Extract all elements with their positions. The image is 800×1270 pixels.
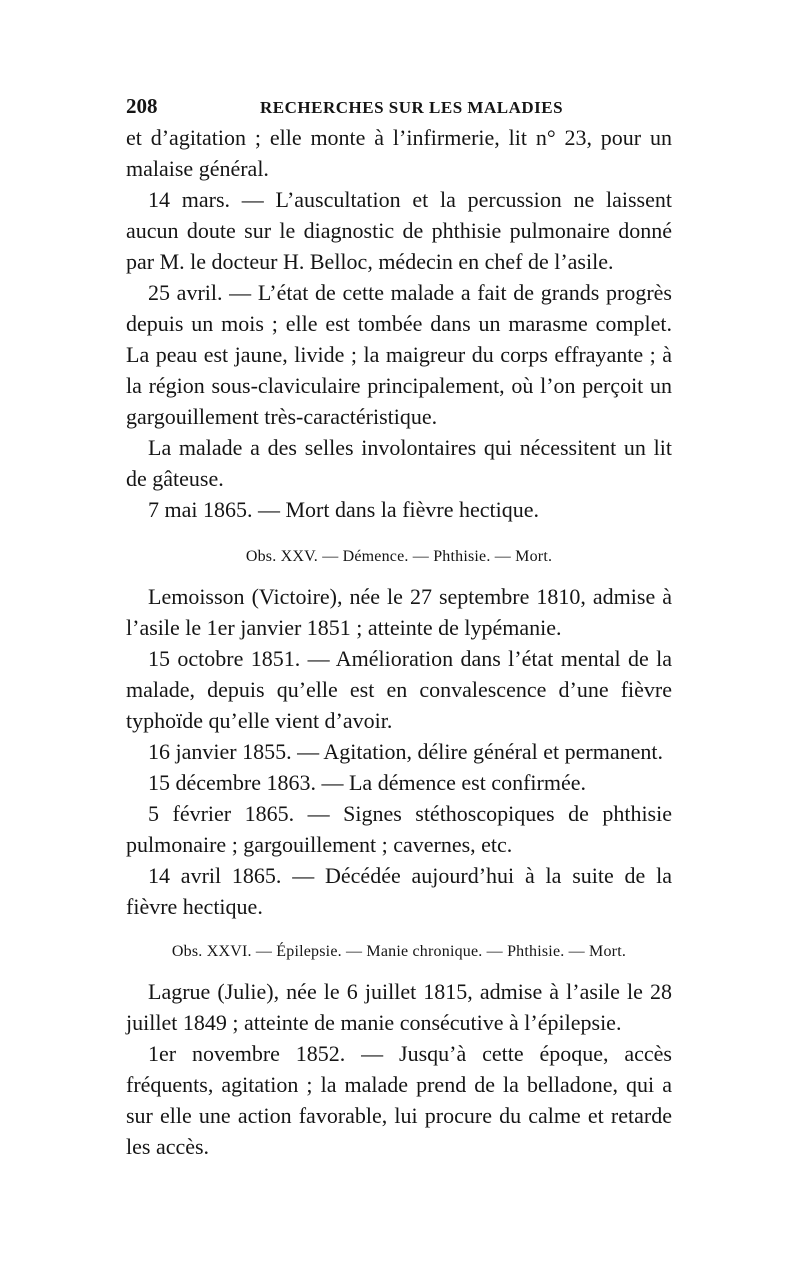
paragraph-14-mars: 14 mars. — L’auscultation et la percussion ne laissent aucun doute sur le diagnostic de phthisie pulmonaire donné par M. le docteur H. Belloc, médecin en chef de l’asile. (126, 187, 672, 274)
running-title: RECHERCHES SUR LES MALADIES (260, 98, 564, 117)
paragraph-continuation: et d’agitation ; elle monte à l’infirmerie, lit n° 23, pour un malaise général. (126, 125, 672, 181)
paragraph-15-octobre: 15 octobre 1851. — Amélioration dans l’état mental de la malade, depuis qu’elle est en convalescence d’une fièvre typhoïde qu’elle vient d’avoir. (126, 646, 672, 733)
paragraph-15-decembre: 15 décembre 1863. — La démence est confirmée. (148, 770, 586, 795)
paragraph-7-mai: 7 mai 1865. — Mort dans la fièvre hectique. (148, 497, 540, 522)
page-number: 208 (126, 94, 158, 118)
paragraph-14-avril: 14 avril 1865. — Décédée aujourd’hui à la suite de la fièvre hectique. (126, 863, 672, 919)
paragraph-25-avril: 25 avril. — L’état de cette malade a fait de grands progrès depuis un mois ; elle est tombée dans un marasme complet. La peau est jaune, livide ; la maigreur du corps effrayante ; à la région sous-claviculaire principalement, où l’on perçoit un gargouillement très-caractéristique. (126, 280, 672, 429)
paragraph-1er-novembre: 1er novembre 1852. — Jusqu’à cette époque, accès fréquents, agitation ; la malade prend de la belladone, qui a sur elle une action favorable, lui procure du calme et retarde les accès. (126, 1041, 672, 1159)
observation-heading-xxvi: Obs. XXVI. — Épilepsie. — Manie chronique. — Phthisie. — Mort. (171, 943, 627, 960)
book-page (126, 88, 672, 1162)
paragraph-5-fevrier: 5 février 1865. — Signes stéthoscopiques de phthisie pulmonaire ; gargouillement ; cavernes, etc. (126, 801, 672, 857)
observation-heading-xxv: Obs. XXV. — Démence. — Phthisie. — Mort. (245, 548, 553, 565)
paragraph-16-janvier: 16 janvier 1855. — Agitation, délire général et permanent. (148, 739, 664, 764)
paragraph-lagrue: Lagrue (Julie), née le 6 juillet 1815, admise à l’asile le 28 juillet 1849 ; atteinte de manie consécutive à l’épilepsie. (126, 979, 672, 1035)
running-head (126, 88, 672, 122)
paragraph-selles: La malade a des selles involontaires qui nécessitent un lit de gâteuse. (126, 435, 672, 491)
paragraph-lemoisson: Lemoisson (Victoire), née le 27 septembre 1810, admise à l’asile le 1er janvier 1851 ; atteinte de lypémanie. (126, 584, 672, 640)
